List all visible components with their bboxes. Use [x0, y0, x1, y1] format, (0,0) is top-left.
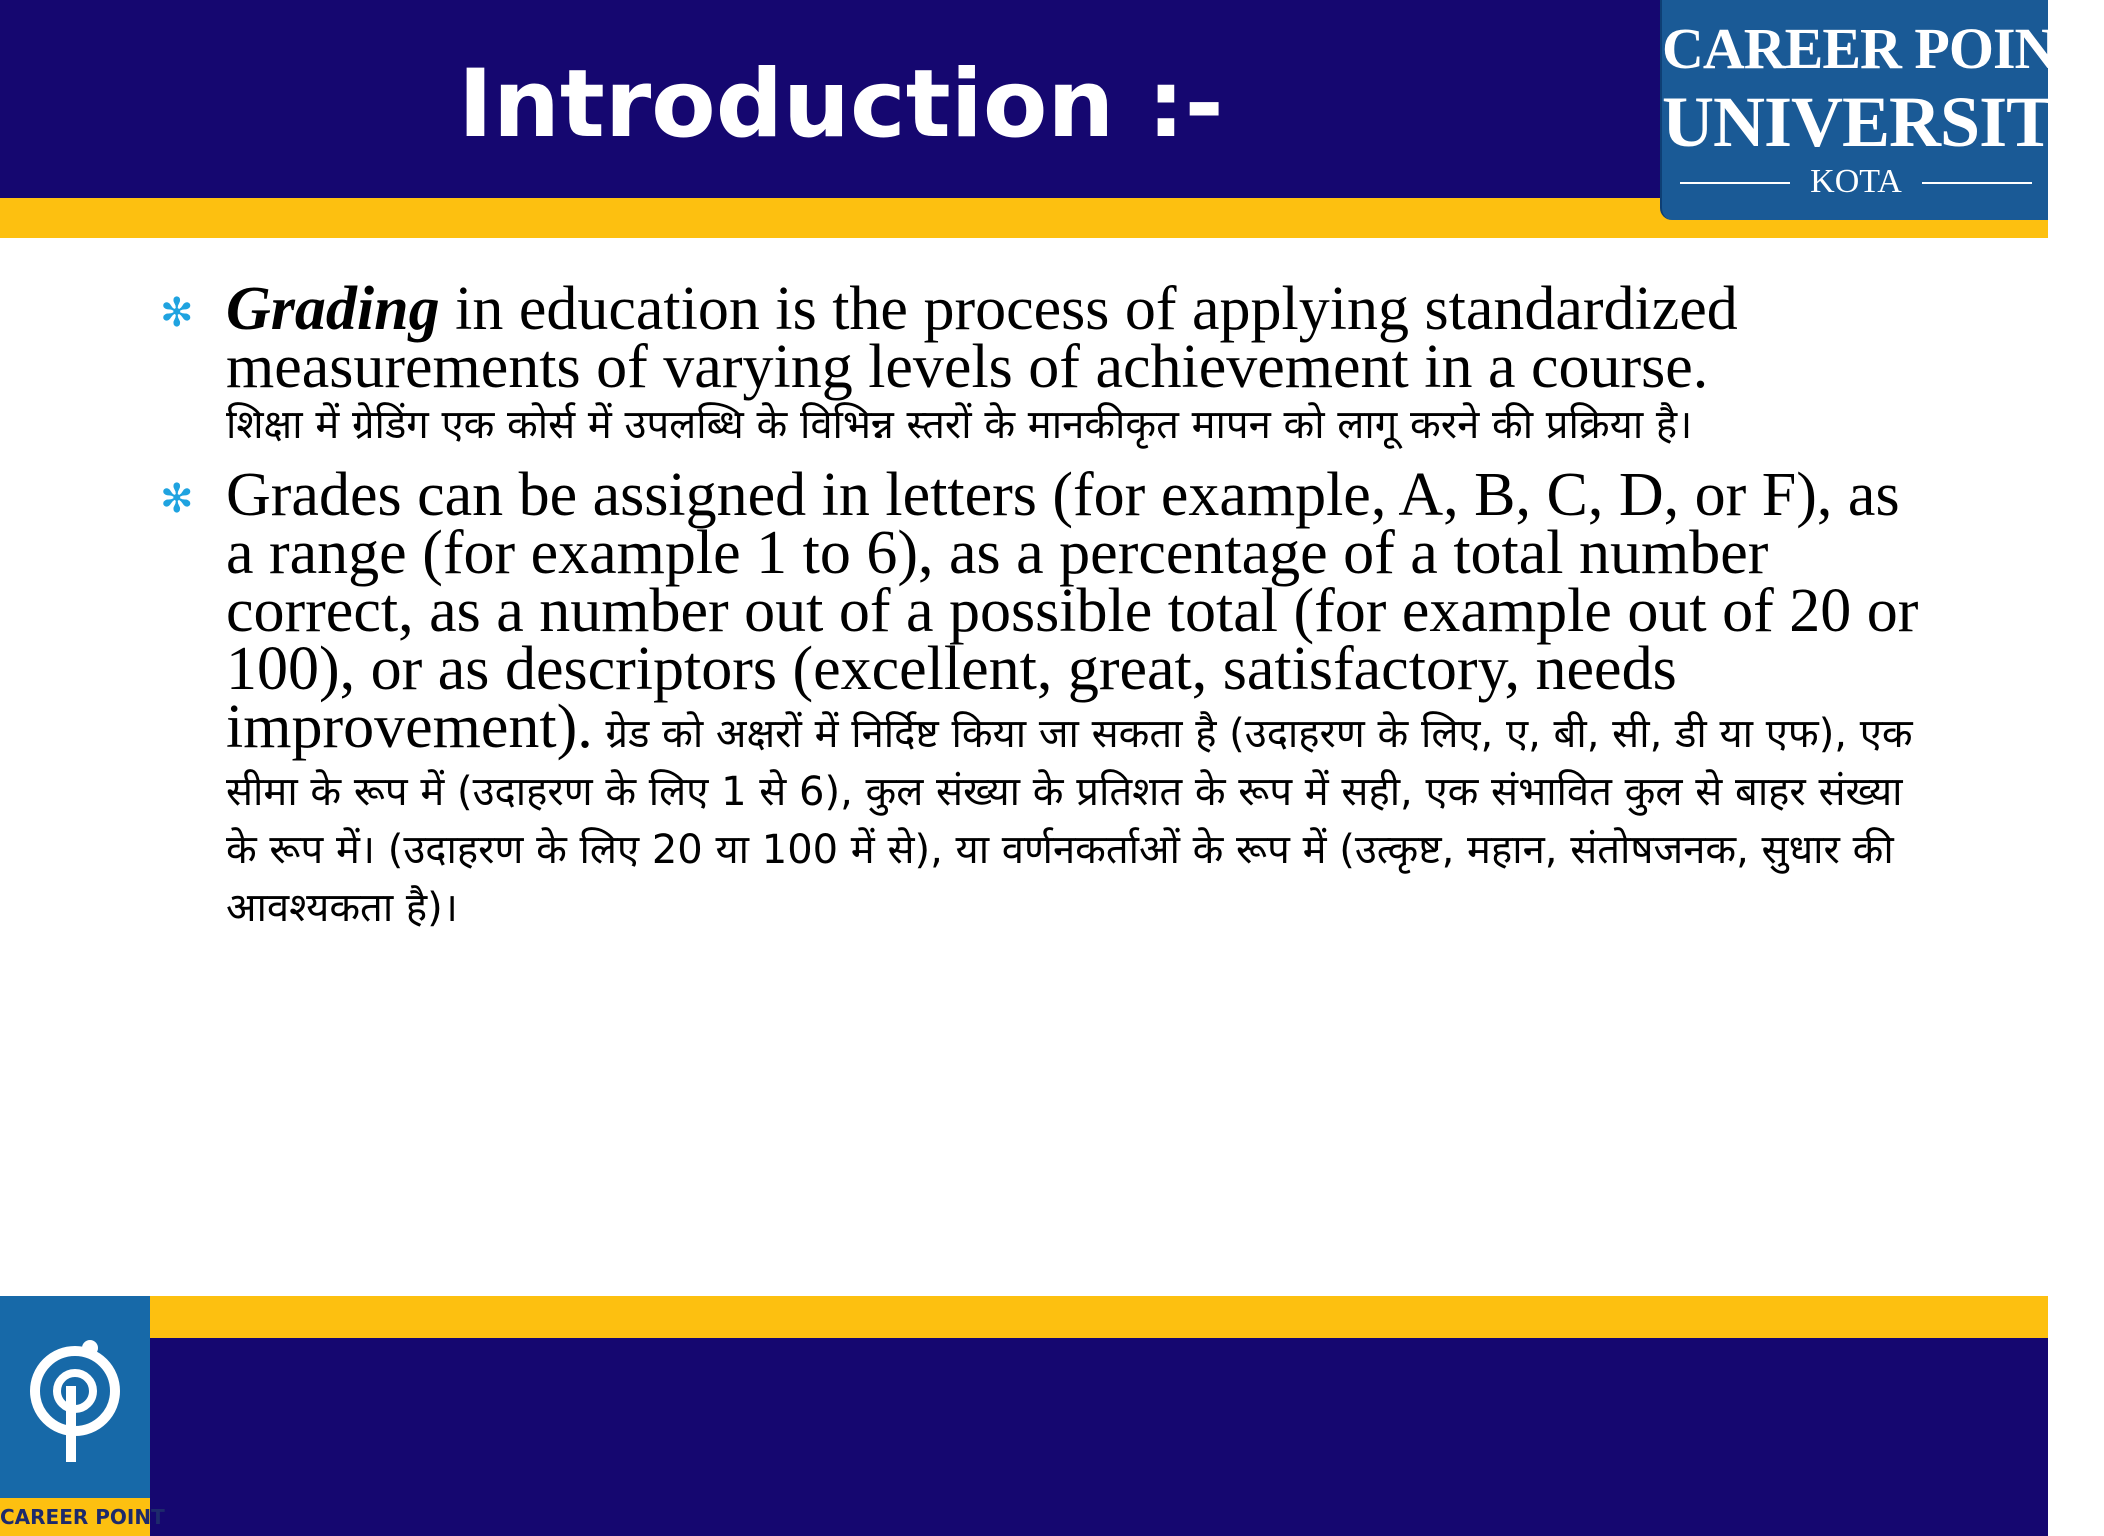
career-point-logo-icon [20, 1336, 130, 1466]
footer-logo-text: CAREER POINT [0, 1498, 150, 1536]
asterisk-bullet-icon: ✻ [160, 476, 194, 522]
logo-line-career-point: CAREER POINT [1662, 16, 2094, 81]
logo-line-kota: KOTA [1810, 163, 1902, 200]
bullet-grades [160, 461, 1920, 937]
bullet-english-text [226, 275, 1738, 401]
bullet-hindi-text: शिक्षा में ग्रेडिंग एक कोर्स में उपलब्धि के विभिन्न स्तरों के मानकीकृत मापन को लागू करने की प्रक्रिया है। [226, 402, 1693, 448]
logo-rule-right [1922, 182, 2032, 184]
bullet-english-rest: in education is the process of applying standardized measurements of varying levels of achievement in a course. [226, 275, 1738, 401]
asterisk-bullet-icon: ✻ [160, 290, 194, 336]
footer-stripe [0, 1296, 2048, 1338]
bullet-grading [160, 275, 1920, 454]
bullet-english-text: Grades can be assigned in letters (for example, A, B, C, D, or F), as a range (for example 1 to 6), as a percentage of a total number correct, as a number out of a possible total (for example out of 20 or 100), or as descriptors (excellent, great, satisfactory, needs improvement). [226, 461, 1919, 761]
slide-content [160, 275, 1920, 949]
university-logo [1660, 0, 2104, 220]
logo-line-university: UNIVERSITY [1662, 82, 2104, 162]
bold-term: Grading [226, 275, 440, 343]
bullet-hindi-text: ग्रेड को अक्षरों में निर्दिष्ट किया जा सकता है (उदाहरण के लिए, ए, बी, सी, डी या एफ), एक सीमा के रूप में (उदाहरण के लिए 1 से 6), कुल संख्या के प्रतिशत के रूप में सही, एक संभावित कुल से बाहर संख्या के रूप में। (उदाहरण के लिए 20 या 100 में से), या वर्णनकर्ताओं के रूप में (उत्कृष्ट, महान, संतोषजनक, सुधार की आवश्यकता है)। [226, 711, 1913, 931]
footer-logo [0, 1296, 165, 1536]
slide-title: Introduction :- [458, 50, 1224, 159]
footer-band [0, 1338, 2048, 1536]
